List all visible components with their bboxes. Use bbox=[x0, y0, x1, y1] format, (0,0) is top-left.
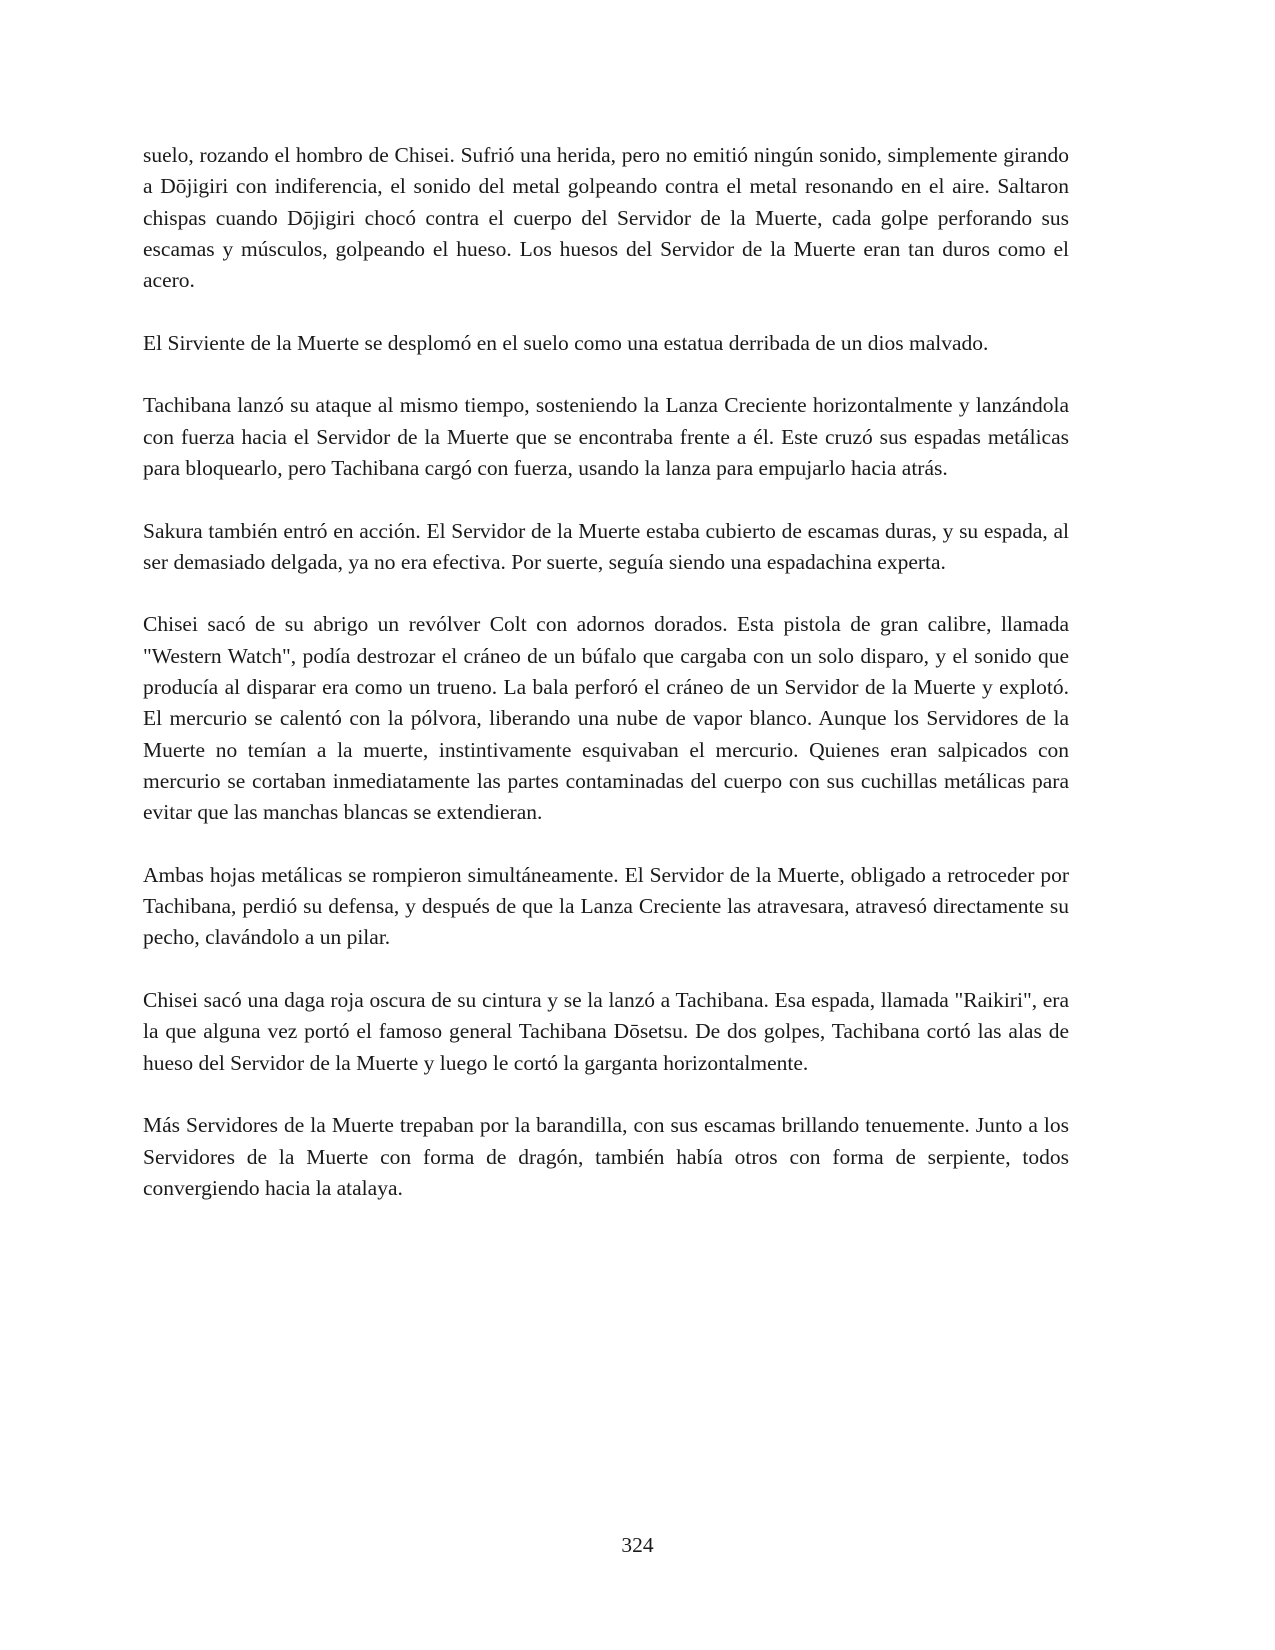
paragraph: Chisei sacó de su abrigo un revólver Colt con adornos dorados. Esta pistola de gran calibre, llamada "Western Watch", podía destrozar el cráneo de un búfalo que cargaba con un solo disparo, y el sonido que producía al disparar era como un trueno. La bala perforó el cráneo de un Servidor de la Muerte y explotó. El mercurio se calentó con la pólvora, liberando una nube de vapor blanco. Aunque los Servidores de la Muerte no temían a la muerte, instintivamente esquivaban el mercurio. Quienes eran salpicados con mercurio se cortaban inmediatamente las partes contaminadas del cuerpo con sus cuchillas metálicas para evitar que las manchas blancas se extendieran. bbox=[143, 612, 1069, 825]
paragraph: Más Servidores de la Muerte trepaban por la barandilla, con sus escamas brillando tenuemente. Junto a los Servidores de la Muerte con forma de dragón, también había otros con forma de serpiente, todos convergiendo hacia la atalaya. bbox=[143, 1113, 1069, 1200]
paragraph: Chisei sacó una daga roja oscura de su cintura y se la lanzó a Tachibana. Esa espada, llamada "Raikiri", era la que alguna vez portó el famoso general Tachibana Dōsetsu. De dos golpes, Tachibana cortó las alas de hueso del Servidor de la Muerte y luego le cortó la garganta horizontalmente. bbox=[143, 988, 1069, 1075]
paragraph: El Sirviente de la Muerte se desplomó en el suelo como una estatua derribada de un dios malvado. bbox=[143, 330, 989, 355]
paragraph: suelo, rozando el hombro de Chisei. Sufrió una herida, pero no emitió ningún sonido, simplemente girando a Dōjigiri con indiferencia, el sonido del metal golpeando contra el metal resonando en el aire. Saltaron chispas cuando Dōjigiri chocó contra el cuerpo del Servidor de la Muerte, cada golpe perforando sus escamas y músculos, golpeando el hueso. Los huesos del Servidor de la Muerte eran tan duros como el acero. bbox=[143, 143, 1069, 293]
paragraph: Sakura también entró en acción. El Servidor de la Muerte estaba cubierto de escamas duras, y su espada, al ser demasiado delgada, ya no era efectiva. Por suerte, seguía siendo una espadachina experta. bbox=[143, 518, 1069, 574]
page-body bbox=[143, 140, 1069, 1235]
paragraph: Ambas hojas metálicas se rompieron simultáneamente. El Servidor de la Muerte, obligado a retroceder por Tachibana, perdió su defensa, y después de que la Lanza Creciente las atravesara, atravesó directamente su pecho, clavándolo a un pilar. bbox=[143, 862, 1069, 950]
page-number: 324 bbox=[621, 1533, 654, 1557]
paragraph: Tachibana lanzó su ataque al mismo tiempo, sosteniendo la Lanza Creciente horizontalmente y lanzándola con fuerza hacia el Servidor de la Muerte que se encontraba frente a él. Este cruzó sus espadas metálicas para bloquearlo, pero Tachibana cargó con fuerza, usando la lanza para empujarlo hacia atrás. bbox=[143, 393, 1069, 480]
